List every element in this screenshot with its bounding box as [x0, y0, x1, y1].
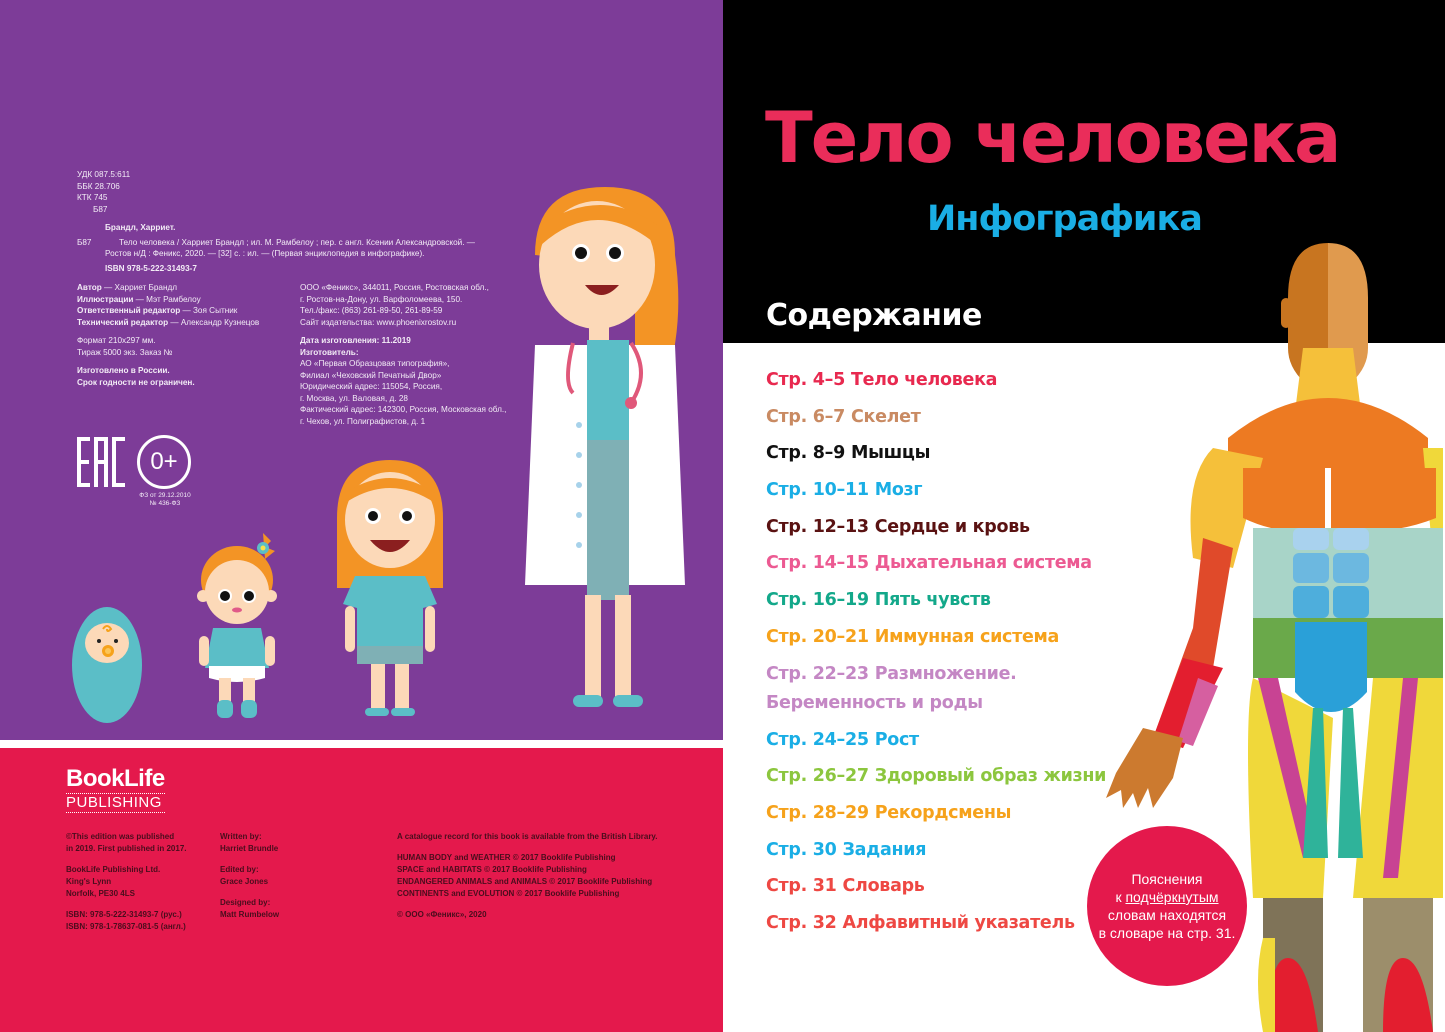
law-line-2: № 436-ФЗ	[149, 500, 181, 507]
udk-block	[77, 169, 130, 215]
manufacturer-line: Фактический адрес: 142300, Россия, Московская обл.,	[300, 405, 507, 414]
credit-row: Иллюстрации — Мэт Рамбелоу	[77, 294, 201, 304]
publisher-line: г. Ростов-на-Дону, ул. Варфоломеева, 150.	[300, 294, 463, 304]
ktk-line: КТК 745	[77, 193, 108, 202]
designed-label: Designed by:	[220, 898, 271, 907]
book-title: Тело человека	[765, 97, 1340, 179]
toc-pages: Стр. 6–7	[766, 406, 845, 427]
bib-line-1: Тело человека / Харриет Брандл ; ил. М. Рамбелоу ; пер. с англ. Ксении Александровской. —	[119, 237, 475, 247]
toc-pages: Стр. 22–23	[766, 663, 869, 684]
written-name: Harriet Brundle	[220, 844, 279, 853]
written-label: Written by:	[220, 832, 262, 841]
booklife-credits-column	[220, 831, 370, 930]
toc-pages: Стр. 20–21	[766, 626, 869, 647]
toc-title: Мозг	[874, 480, 923, 501]
toc-pages: Стр. 16–19	[766, 590, 869, 611]
toc-title: Алфавитный указатель	[842, 913, 1075, 934]
toc-item[interactable]	[766, 439, 1126, 469]
toc-item[interactable]	[766, 836, 1126, 866]
toc-pages: Стр. 14–15	[766, 553, 869, 574]
made-in: Изготовлено в России.	[77, 366, 170, 375]
toc-item[interactable]	[766, 586, 1126, 616]
contents-heading: Содержание	[766, 298, 982, 333]
edited-label: Edited by:	[220, 865, 259, 874]
manufacture-date: 11.2019	[381, 336, 411, 345]
manufacturer-line: г. Чехов, ул. Полиграфистов, д. 1	[300, 416, 426, 426]
isbn-ru: ISBN: 978-5-222-31493-7 (рус.)	[66, 910, 182, 919]
credit-name: Харриет Брандл	[114, 283, 178, 292]
toc-pages: Стр. 31	[766, 876, 837, 897]
isbn-en: ISBN: 978-1-78637-081-5 (англ.)	[66, 922, 186, 931]
toc-pages: Стр. 32	[766, 913, 837, 934]
toc-title: Словарь	[842, 876, 925, 897]
toc-item[interactable]	[766, 762, 1126, 792]
swaddled-baby-illustration	[70, 605, 145, 725]
phoenix-copyright: © ООО «Феникс», 2020	[397, 910, 487, 919]
booklife-logo-top: BookLife	[66, 765, 165, 792]
booklife-logo-bottom: PUBLISHING	[66, 793, 165, 813]
toc-title: Сердце и кровь	[874, 516, 1030, 537]
toc-title: Иммунная система	[874, 626, 1060, 647]
designed-name: Matt Rumbelow	[220, 910, 280, 919]
credit-name: Александр Кузнецов	[180, 317, 260, 327]
bib-code: Б87	[77, 237, 92, 247]
credit-role: Иллюстрации	[77, 294, 134, 304]
print-run: Тираж 5000 экз. Заказ №	[77, 347, 173, 357]
toc-item[interactable]	[766, 726, 1126, 756]
copyright-line: SPACE and HABITATS © 2017 Booklife Publishing	[397, 865, 587, 874]
toc-title: Рост	[874, 729, 919, 750]
glossary-note-badge	[1087, 826, 1247, 986]
copyright-line: HUMAN BODY and WEATHER © 2017 Booklife Publishing	[397, 853, 616, 862]
credit-row: Ответственный редактор — Зоя Сытник	[77, 306, 238, 315]
publisher-block	[300, 282, 506, 434]
doctor-illustration	[515, 185, 695, 720]
toc-item[interactable]	[766, 909, 1126, 939]
publisher-website: Сайт издательства: www.phoenixrostov.ru	[300, 317, 457, 327]
toc-title: Задания	[842, 839, 927, 860]
toc-title-continued: Беременность и роды	[766, 693, 983, 713]
isbn: ISBN 978-5-222-31493-7	[105, 263, 197, 273]
bib-line-2: Ростов н/Д : Феникс, 2020. — [32] с. : ил. — (Первая энциклопедия в инфографике).	[105, 249, 425, 258]
address-line: Norfolk, PE30 4LS	[66, 889, 135, 898]
law-line-1: ФЗ от 29.12.2010	[139, 492, 191, 499]
booklife-copyright-column	[397, 831, 697, 930]
credit-row: Автор — Харриет Брандл	[77, 283, 178, 292]
note-underlined-word: подчёркнутым	[1125, 889, 1219, 905]
bbk-line: ББК 28.706	[77, 181, 120, 191]
toc-title: Дыхательная система	[874, 553, 1092, 574]
toc-title: Скелет	[850, 406, 921, 427]
manufacture-date-label: Дата изготовления:	[300, 336, 380, 345]
edited-name: Grace Jones	[220, 877, 269, 886]
toc-item[interactable]	[766, 660, 1126, 719]
toc-item[interactable]	[766, 513, 1126, 543]
note-line: словам находятся	[1107, 907, 1227, 923]
booklife-edition-column	[66, 831, 216, 942]
note-line: Пояснения	[1131, 871, 1203, 887]
toc-pages: Стр. 4–5	[766, 370, 845, 390]
manufacturer-line: Филиал «Чеховский Печатный Двор»	[300, 370, 442, 380]
format: Формат 210х297 мм.	[77, 336, 156, 345]
toc-pages: Стр. 28–29	[766, 803, 869, 824]
copyright-line: CONTINENTS and EVOLUTION © 2017 Booklife Publishing	[397, 889, 620, 898]
copyright-line: ENDANGERED ANIMALS and ANIMALS © 2017 Booklife Publishing	[397, 877, 653, 886]
book-subtitle: Инфографика	[927, 199, 1202, 239]
toc-pages: Стр. 10–11	[766, 480, 869, 501]
manufacturer-line: АО «Первая Образцовая типография»,	[300, 359, 450, 368]
toc-title: Пять чувств	[874, 590, 991, 611]
credits-block	[77, 282, 259, 395]
toc-item[interactable]	[766, 403, 1126, 433]
table-of-contents	[766, 366, 1126, 946]
toc-title: Здоровый образ жизни	[874, 766, 1107, 787]
bibliographic-record	[77, 222, 475, 274]
toc-item[interactable]	[766, 549, 1126, 579]
catalogue-record: A catalogue record for this book is available from the British Library.	[397, 832, 658, 841]
note-line: к	[1115, 889, 1126, 905]
toc-title: Рекордсмены	[874, 803, 1012, 824]
publisher-line: ООО «Феникс», 344011, Россия, Ростовская обл.,	[300, 283, 489, 292]
toc-title: Тело человека	[850, 370, 998, 390]
manufacturer-label: Изготовитель:	[300, 347, 359, 357]
publisher-line: Тел./факс: (863) 261-89-50, 261-89-59	[300, 306, 443, 315]
address-line: BookLife Publishing Ltd.	[66, 865, 161, 874]
toc-item[interactable]	[766, 799, 1126, 829]
credit-name: Зоя Сытник	[192, 306, 238, 315]
toc-pages: Стр. 30	[766, 839, 837, 860]
credit-name: Мэт Рамбелоу	[146, 294, 201, 304]
credit-row: Технический редактор — Александр Кузнецов	[77, 317, 260, 327]
toddler-illustration	[185, 528, 290, 723]
edition-line: ©This edition was published	[66, 832, 175, 841]
toc-title: Размножение.	[874, 663, 1017, 684]
girl-illustration	[325, 458, 455, 723]
manufacturer-line: Юридический адрес: 115054, Россия,	[300, 382, 443, 391]
credit-role: Автор	[77, 283, 102, 292]
address-line: King's Lynn	[66, 877, 112, 886]
booklife-logo	[66, 766, 165, 813]
eac-mark-icon	[77, 437, 125, 487]
shelf-life: Срок годности не ограничен.	[77, 377, 195, 387]
credit-role: Технический редактор	[77, 317, 169, 327]
toc-pages: Стр. 8–9	[766, 443, 845, 464]
toc-item[interactable]	[766, 366, 1126, 396]
author-heading: Брандл, Харриет.	[105, 223, 176, 232]
note-line: в словаре на стр. 31.	[1098, 925, 1236, 941]
credit-role: Ответственный редактор	[77, 306, 181, 315]
catalog-code: Б87	[93, 204, 108, 214]
toc-item[interactable]	[766, 476, 1126, 506]
toc-pages: Стр. 26–27	[766, 766, 869, 787]
age-rating-badge	[137, 435, 191, 489]
toc-item[interactable]	[766, 872, 1126, 902]
udk-line: УДК 087.5:611	[77, 170, 131, 179]
manufacturer-line: г. Москва, ул. Валовая, д. 28	[300, 393, 408, 403]
toc-item[interactable]	[766, 623, 1126, 653]
edition-line: in 2019. First published in 2017.	[66, 844, 187, 853]
toc-pages: Стр. 24–25	[766, 729, 869, 750]
age-rating-text: 0+	[150, 448, 178, 475]
toc-pages: Стр. 12–13	[766, 516, 869, 537]
toc-title: Мышцы	[850, 443, 931, 464]
law-reference	[137, 492, 193, 508]
